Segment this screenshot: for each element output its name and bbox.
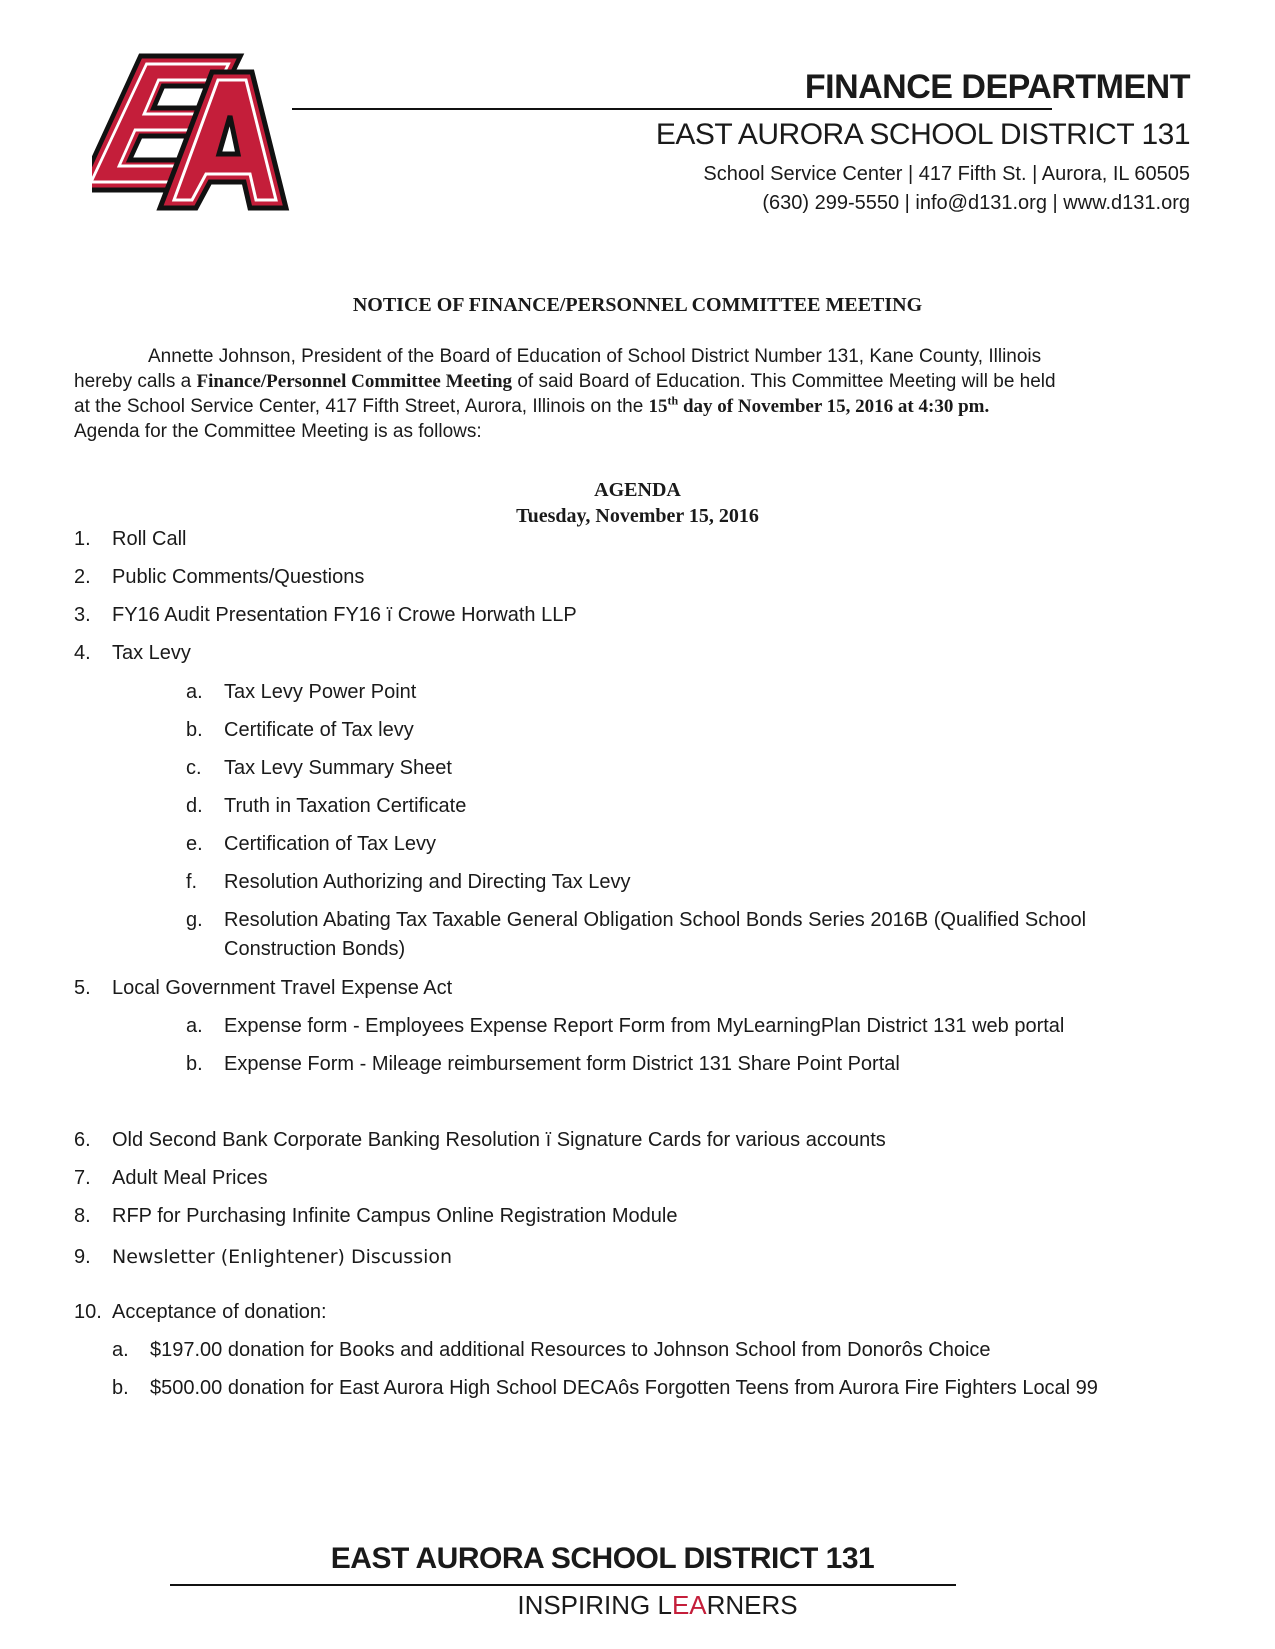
tagline-part: RNERS <box>706 1590 798 1620</box>
intro-line-1: Annette Johnson, President of the Board of Education of School District Number 131, Kane County, Illinois <box>148 346 1042 367</box>
sub-item-letter: e. <box>186 833 203 855</box>
list-item <box>0 977 1275 1005</box>
footer-divider <box>170 1584 956 1586</box>
sub-item <box>0 909 1275 937</box>
sub-item <box>0 1015 1275 1043</box>
sub-item-letter: c. <box>186 757 202 779</box>
list-item <box>0 1205 1275 1233</box>
sub-item <box>0 719 1275 747</box>
sub-item <box>0 871 1275 899</box>
intro-line-2 <box>74 369 1204 394</box>
item-number: 6. <box>74 1129 91 1151</box>
item-number: 2. <box>74 566 91 588</box>
item-number: 1. <box>74 528 91 550</box>
address-line: School Service Center | 417 Fifth St. | Aurora, IL 60505 <box>703 163 1190 185</box>
item-number: 7. <box>74 1167 91 1189</box>
meeting-day <box>648 393 990 417</box>
sub-item-text: Resolution Authorizing and Directing Tax Levy <box>224 871 631 893</box>
sub-item-text: Expense Form - Mileage reimbursement form District 131 Share Point Portal <box>224 1053 900 1075</box>
intro-line-4: Agenda for the Committee Meeting is as follows: <box>74 421 482 442</box>
list-item <box>0 1167 1275 1195</box>
list-item <box>0 1129 1275 1157</box>
sub-item <box>0 681 1275 709</box>
list-item <box>0 1301 1275 1329</box>
day-suffix: th <box>667 393 679 408</box>
item-number: 3. <box>74 604 91 626</box>
sub-item-letter: a. <box>112 1339 129 1361</box>
sub-item <box>0 795 1275 823</box>
notice-title: NOTICE OF FINANCE/PERSONNEL COMMITTEE MEETING <box>352 294 923 316</box>
sub-item-letter: a. <box>186 1015 203 1037</box>
item-text: Acceptance of donation: <box>112 1301 327 1323</box>
sub-item-letter: b. <box>112 1377 129 1399</box>
item-number: 4. <box>74 642 91 664</box>
sub-item-text: $197.00 donation for Books and additional Resources to Johnson School from Donorôs Choice <box>150 1339 991 1361</box>
sub-item-text: Tax Levy Power Point <box>224 681 417 703</box>
agenda-date: Tuesday, November 15, 2016 <box>516 505 759 527</box>
sub-item-letter: b. <box>186 719 203 741</box>
sub-item-letter: a. <box>186 681 203 703</box>
sub-item-text: Tax Levy Summary Sheet <box>224 757 452 779</box>
list-item <box>0 604 1275 632</box>
meeting-name: Finance/Personnel Committee Meeting <box>196 371 513 392</box>
ea-logo-icon <box>92 50 292 218</box>
item-number: 9. <box>74 1246 91 1268</box>
tagline-accent: EA <box>671 1590 707 1620</box>
sub-item <box>0 757 1275 785</box>
item-text: RFP for Purchasing Infinite Campus Online Registration Module <box>112 1205 678 1227</box>
department-title: FINANCE DEPARTMENT <box>804 68 1190 106</box>
sub-item-text: Resolution Abating Tax Taxable General Obligation School Bonds Series 2016B (Qualified School <box>224 909 1087 931</box>
sub-item-letter: d. <box>186 795 203 817</box>
tagline-part: INSPIRING L <box>517 1590 672 1620</box>
item-text: Old Second Bank Corporate Banking Resolution ï Signature Cards for various accounts <box>112 1129 886 1151</box>
intro-text: at the School Service Center, 417 Fifth Street, Aurora, Illinois on the <box>74 396 649 417</box>
sub-item-continued <box>0 938 1275 966</box>
sub-item-letter: g. <box>186 909 203 931</box>
sub-item <box>0 1053 1275 1081</box>
sub-item-letter: b. <box>186 1053 203 1075</box>
item-text: FY16 Audit Presentation FY16 ï Crowe Horwath LLP <box>112 604 577 626</box>
sub-item-text: Expense form - Employees Expense Report Form from MyLearningPlan District 131 web portal <box>224 1015 1065 1037</box>
header-divider <box>292 108 1052 110</box>
list-item <box>0 642 1275 670</box>
agenda-title: AGENDA <box>594 479 681 501</box>
intro-line-3 <box>74 394 1204 419</box>
item-text: Local Government Travel Expense Act <box>112 977 453 999</box>
item-number: 8. <box>74 1205 91 1227</box>
item-text: Adult Meal Prices <box>112 1167 268 1189</box>
donation-item <box>0 1339 1275 1367</box>
meeting-datetime: day of November 15, 2016 at 4:30 pm. <box>678 396 990 417</box>
list-item <box>0 566 1275 594</box>
sub-item-letter: f. <box>186 871 198 893</box>
sub-item-text: $500.00 donation for East Aurora High School DECAôs Forgotten Teens from Aurora Fire Fighters Local 99 <box>150 1377 1098 1399</box>
day-number: 15 <box>648 396 668 417</box>
footer-tagline <box>0 1590 1275 1621</box>
item-text: Newsletter (Enlightener) Discussion <box>112 1246 453 1268</box>
item-text: Public Comments/Questions <box>112 566 365 588</box>
sub-item-text: Construction Bonds) <box>224 938 406 960</box>
item-number: 5. <box>74 977 91 999</box>
sub-item-text: Certificate of Tax levy <box>224 719 414 741</box>
intro-paragraph <box>74 344 1204 444</box>
sub-item <box>0 833 1275 861</box>
intro-text: hereby calls a <box>74 371 197 392</box>
donation-item <box>0 1377 1275 1405</box>
sub-item-text: Certification of Tax Levy <box>224 833 436 855</box>
footer-district-name: EAST AURORA SCHOOL DISTRICT 131 <box>330 1542 875 1575</box>
item-text: Tax Levy <box>112 642 191 664</box>
list-item <box>0 1246 1275 1274</box>
contact-line: (630) 299-5550 | info@d131.org | www.d131.org <box>762 192 1190 214</box>
item-text: Roll Call <box>112 528 187 550</box>
sub-item-text: Truth in Taxation Certificate <box>224 795 467 817</box>
district-name: EAST AURORA SCHOOL DISTRICT 131 <box>655 118 1190 151</box>
item-number: 10. <box>74 1301 102 1323</box>
list-item <box>0 528 1275 556</box>
intro-text: of said Board of Education. This Committee Meeting will be held <box>512 371 1056 392</box>
